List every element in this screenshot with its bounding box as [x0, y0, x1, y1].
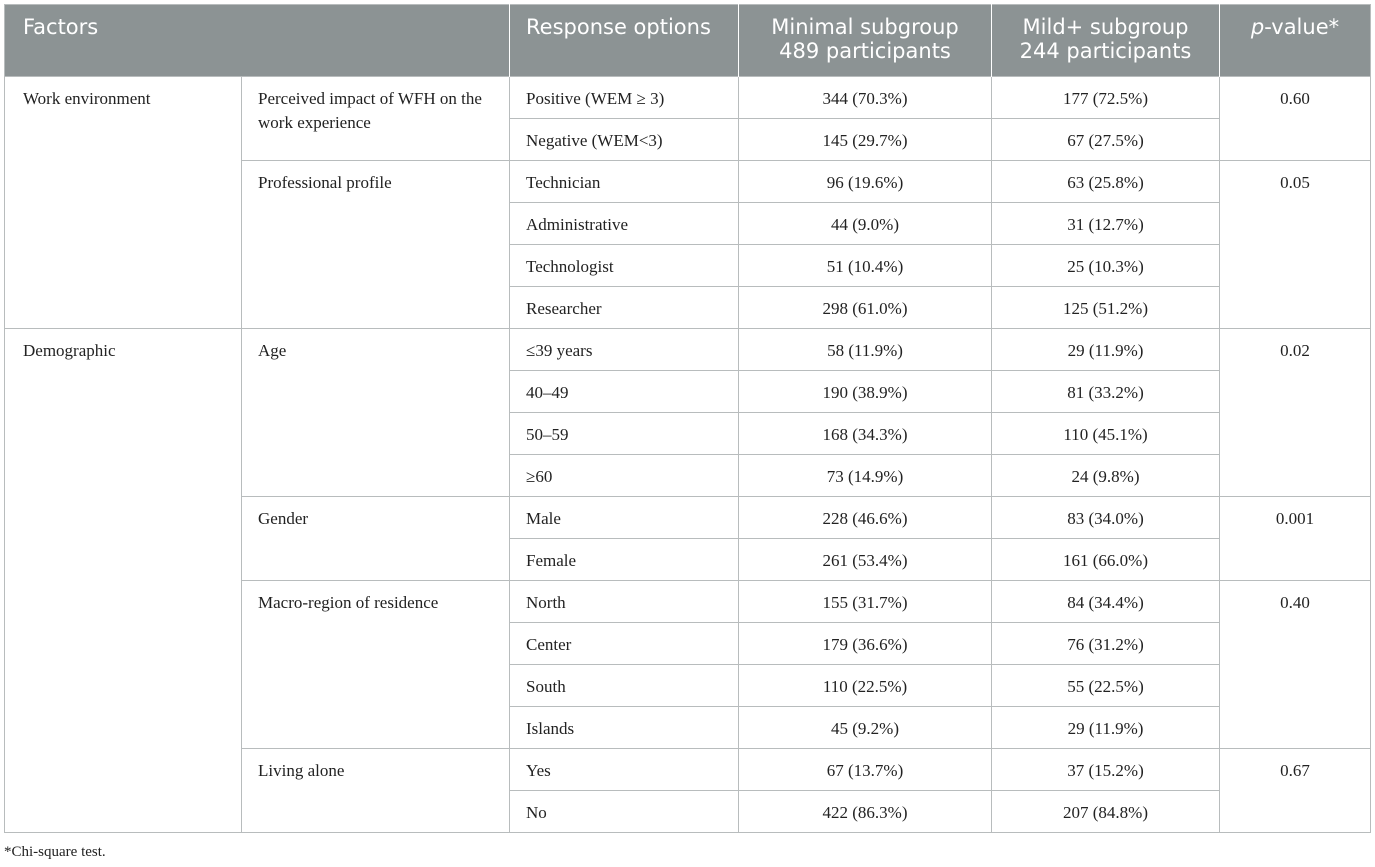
subfactor-cell: Macro-region of residence: [242, 581, 510, 749]
mild-value-cell: 83 (34.0%): [992, 497, 1220, 539]
subfactor-cell: Professional profile: [242, 161, 510, 329]
response-option-cell: Technologist: [510, 245, 739, 287]
header-mild-line1: Mild+ subgroup: [1022, 15, 1189, 39]
minimal-value-cell: 228 (46.6%): [739, 497, 992, 539]
table-row: [5, 329, 1371, 371]
header-p-value: [1220, 5, 1371, 77]
subfactor-cell: Perceived impact of WFH on the work experience: [242, 77, 510, 161]
p-value-cell: 0.001: [1220, 497, 1371, 581]
mild-value-cell: 25 (10.3%): [992, 245, 1220, 287]
response-option-cell: North: [510, 581, 739, 623]
mild-value-cell: 29 (11.9%): [992, 329, 1220, 371]
subfactor-cell: Gender: [242, 497, 510, 581]
minimal-value-cell: 67 (13.7%): [739, 749, 992, 791]
p-value-cell: 0.02: [1220, 329, 1371, 497]
mild-value-cell: 207 (84.8%): [992, 791, 1220, 833]
mild-value-cell: 84 (34.4%): [992, 581, 1220, 623]
mild-value-cell: 125 (51.2%): [992, 287, 1220, 329]
header-p-rest: -value*: [1264, 15, 1340, 39]
minimal-value-cell: 73 (14.9%): [739, 455, 992, 497]
minimal-value-cell: 45 (9.2%): [739, 707, 992, 749]
mild-value-cell: 63 (25.8%): [992, 161, 1220, 203]
mild-value-cell: 37 (15.2%): [992, 749, 1220, 791]
header-row: [5, 5, 1371, 77]
header-response-options: Response options: [510, 5, 739, 77]
response-option-cell: Yes: [510, 749, 739, 791]
header-minimal-line1: Minimal subgroup: [771, 15, 959, 39]
response-option-cell: Female: [510, 539, 739, 581]
header-p-italic: p: [1250, 15, 1265, 39]
p-value-cell: 0.67: [1220, 749, 1371, 833]
response-option-cell: Center: [510, 623, 739, 665]
minimal-value-cell: 261 (53.4%): [739, 539, 992, 581]
minimal-value-cell: 190 (38.9%): [739, 371, 992, 413]
minimal-value-cell: 51 (10.4%): [739, 245, 992, 287]
response-option-cell: Researcher: [510, 287, 739, 329]
response-option-cell: Negative (WEM<3): [510, 119, 739, 161]
mild-value-cell: 81 (33.2%): [992, 371, 1220, 413]
header-factors: Factors: [5, 5, 510, 77]
response-option-cell: Technician: [510, 161, 739, 203]
minimal-value-cell: 298 (61.0%): [739, 287, 992, 329]
mild-value-cell: 31 (12.7%): [992, 203, 1220, 245]
response-option-cell: Administrative: [510, 203, 739, 245]
mild-value-cell: 29 (11.9%): [992, 707, 1220, 749]
table-container: [4, 4, 1370, 833]
p-value-cell: 0.60: [1220, 77, 1371, 161]
subfactor-cell: Age: [242, 329, 510, 497]
mild-value-cell: 76 (31.2%): [992, 623, 1220, 665]
response-option-cell: ≥60: [510, 455, 739, 497]
results-table: [4, 4, 1371, 833]
mild-value-cell: 177 (72.5%): [992, 77, 1220, 119]
header-mild-subgroup: [992, 5, 1220, 77]
minimal-value-cell: 179 (36.6%): [739, 623, 992, 665]
response-option-cell: Positive (WEM ≥ 3): [510, 77, 739, 119]
table-body: [5, 77, 1371, 833]
minimal-value-cell: 155 (31.7%): [739, 581, 992, 623]
p-value-cell: 0.05: [1220, 161, 1371, 329]
minimal-value-cell: 145 (29.7%): [739, 119, 992, 161]
response-option-cell: Islands: [510, 707, 739, 749]
mild-value-cell: 67 (27.5%): [992, 119, 1220, 161]
minimal-value-cell: 110 (22.5%): [739, 665, 992, 707]
table-header: [5, 5, 1371, 77]
factor-cell: Demographic: [5, 329, 242, 833]
response-option-cell: No: [510, 791, 739, 833]
response-option-cell: 50–59: [510, 413, 739, 455]
minimal-value-cell: 168 (34.3%): [739, 413, 992, 455]
minimal-value-cell: 96 (19.6%): [739, 161, 992, 203]
minimal-value-cell: 58 (11.9%): [739, 329, 992, 371]
response-option-cell: Male: [510, 497, 739, 539]
header-minimal-line2: 489 participants: [779, 39, 951, 63]
response-option-cell: 40–49: [510, 371, 739, 413]
minimal-value-cell: 44 (9.0%): [739, 203, 992, 245]
mild-value-cell: 24 (9.8%): [992, 455, 1220, 497]
subfactor-cell: Living alone: [242, 749, 510, 833]
table-row: [5, 77, 1371, 119]
minimal-value-cell: 422 (86.3%): [739, 791, 992, 833]
header-minimal-subgroup: [739, 5, 992, 77]
header-mild-line2: 244 participants: [1019, 39, 1192, 63]
p-value-cell: 0.40: [1220, 581, 1371, 749]
footnote: *Chi-square test.: [4, 844, 106, 860]
mild-value-cell: 161 (66.0%): [992, 539, 1220, 581]
response-option-cell: South: [510, 665, 739, 707]
mild-value-cell: 110 (45.1%): [992, 413, 1220, 455]
response-option-cell: ≤39 years: [510, 329, 739, 371]
mild-value-cell: 55 (22.5%): [992, 665, 1220, 707]
factor-cell: Work environment: [5, 77, 242, 329]
minimal-value-cell: 344 (70.3%): [739, 77, 992, 119]
